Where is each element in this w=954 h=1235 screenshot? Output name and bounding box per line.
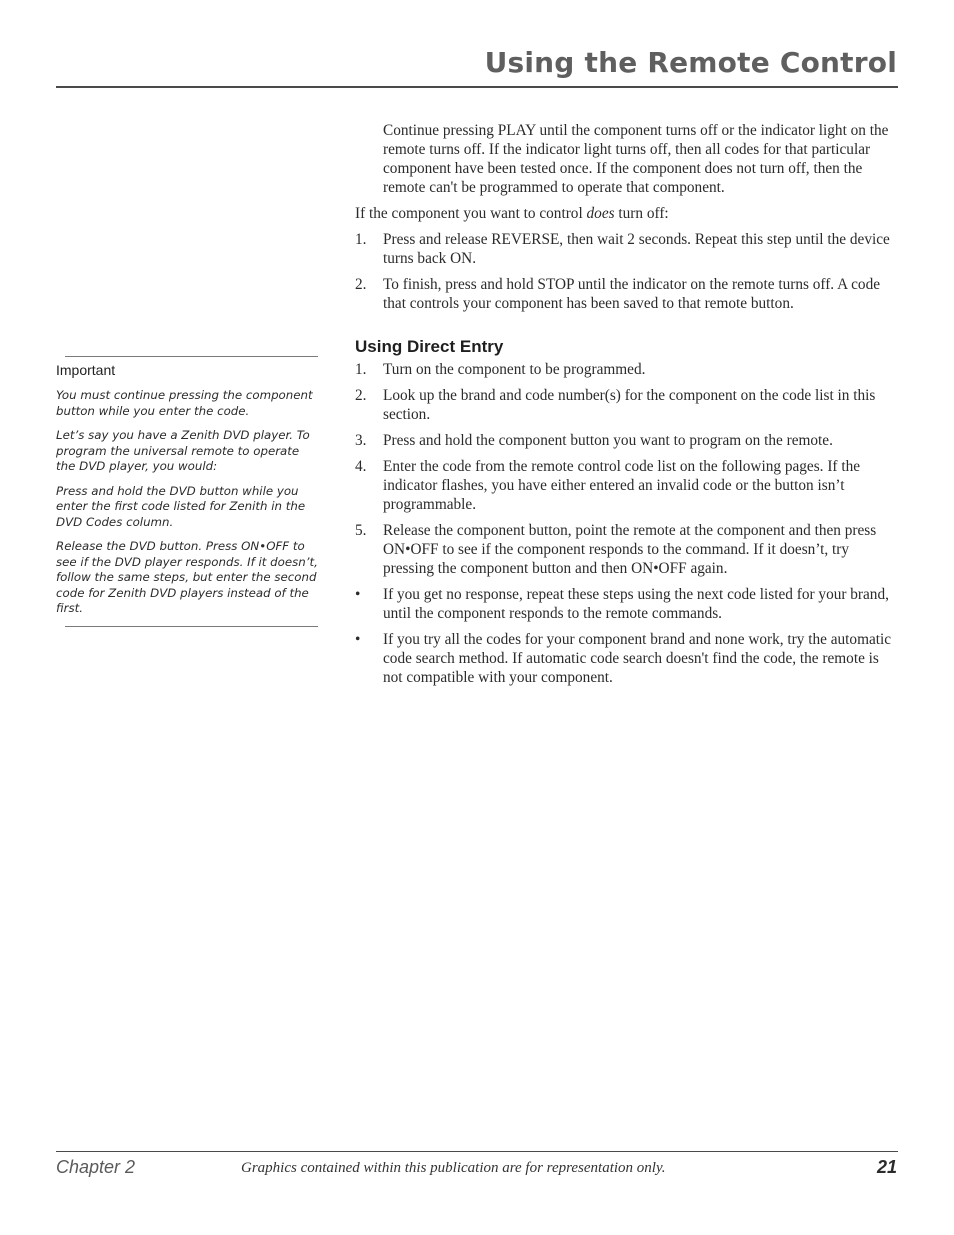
list-item-text: Press and release REVERSE, then wait 2 seconds. Repeat this step until the device turns back ON. — [383, 231, 890, 267]
list-item-text: If you try all the codes for your component brand and none work, try the automatic code search method. If automatic code search doesn't find the code, the remote is not compatible with your component. — [383, 631, 892, 686]
list-item — [355, 585, 900, 623]
sidebar-heading: Important — [56, 362, 116, 378]
direct-entry-steps-list — [355, 360, 900, 687]
list-item — [355, 275, 900, 313]
list-item — [355, 230, 900, 268]
does-intro-before: If the component you want to control — [355, 205, 587, 222]
continue-paragraph: Continue pressing PLAY until the component turns off or the indicator light on the remote turns off. If the indicator light turns off, then all codes for that particular component have been tested once. If the component does not turn off, then the remote can't be programmed to operate that component. — [383, 122, 889, 196]
main-content — [355, 121, 900, 694]
list-item-text: Release the component button, point the remote at the component and then press ON•OFF to see if the component responds to the command. If it doesn’t, try pressing the component button and then ON•OFF again. — [383, 522, 877, 577]
footer-chapter: Chapter 2 — [56, 1157, 136, 1177]
does-intro-after: turn off: — [614, 205, 669, 222]
list-item — [355, 521, 900, 578]
bullet-marker: • — [355, 631, 361, 648]
list-marker: 1. — [355, 361, 367, 378]
footer-note: Graphics contained within this publication are for representation only. — [241, 1160, 666, 1176]
list-item-text: Look up the brand and code number(s) for the component on the code list in this section. — [383, 387, 876, 423]
list-marker: 1. — [355, 231, 367, 248]
header-divider — [56, 86, 898, 88]
sidebar-paragraph: Let’s say you have a Zenith DVD player. To program the universal remote to operate the DVD player, you would: — [56, 428, 310, 473]
list-item — [355, 431, 900, 450]
list-marker: 3. — [355, 432, 367, 449]
list-marker: 4. — [355, 458, 367, 475]
sidebar-paragraph: You must continue pressing the component button while you enter the code. — [56, 388, 313, 418]
does-intro-paragraph — [355, 204, 900, 223]
list-item-text: To finish, press and hold STOP until the indicator on the remote turns off. A code that controls your component has been saved to that remote button. — [383, 276, 881, 312]
page-header-title: Using the Remote Control — [484, 46, 897, 79]
list-item — [355, 360, 900, 379]
sidebar-bottom-divider — [65, 626, 318, 627]
does-steps-list — [355, 230, 900, 313]
list-item — [355, 457, 900, 514]
sidebar-top-divider — [65, 356, 318, 357]
list-marker: 2. — [355, 387, 367, 404]
bullet-marker: • — [355, 586, 361, 603]
list-item — [355, 386, 900, 424]
important-sidebar — [56, 356, 320, 627]
does-emphasis: does — [586, 205, 615, 222]
page-number: 21 — [876, 1157, 897, 1177]
list-item-text: If you get no response, repeat these steps using the next code listed for your brand, until the component responds to the remote commands. — [383, 586, 889, 622]
sidebar-paragraph: Press and hold the DVD button while you enter the first code listed for Zenith in the DVD Codes column. — [56, 483, 306, 529]
list-item-text: Turn on the component to be programmed. — [383, 361, 646, 378]
list-marker: 2. — [355, 276, 367, 293]
list-item-text: Press and hold the component button you want to program on the remote. — [383, 432, 833, 449]
list-item-text: Enter the code from the remote control code list on the following pages. If the indicator flashes, you have either entered an invalid code or the button isn’t programmable. — [383, 458, 861, 513]
direct-entry-heading: Using Direct Entry — [355, 337, 504, 356]
sidebar-paragraph: Release the DVD button. Press ON•OFF to see if the DVD player responds. If it doesn’t, follow the same steps, but enter the second code for Zenith DVD players instead of the first. — [56, 539, 318, 615]
footer-divider — [56, 1151, 898, 1152]
list-item — [355, 630, 900, 687]
list-marker: 5. — [355, 522, 367, 539]
